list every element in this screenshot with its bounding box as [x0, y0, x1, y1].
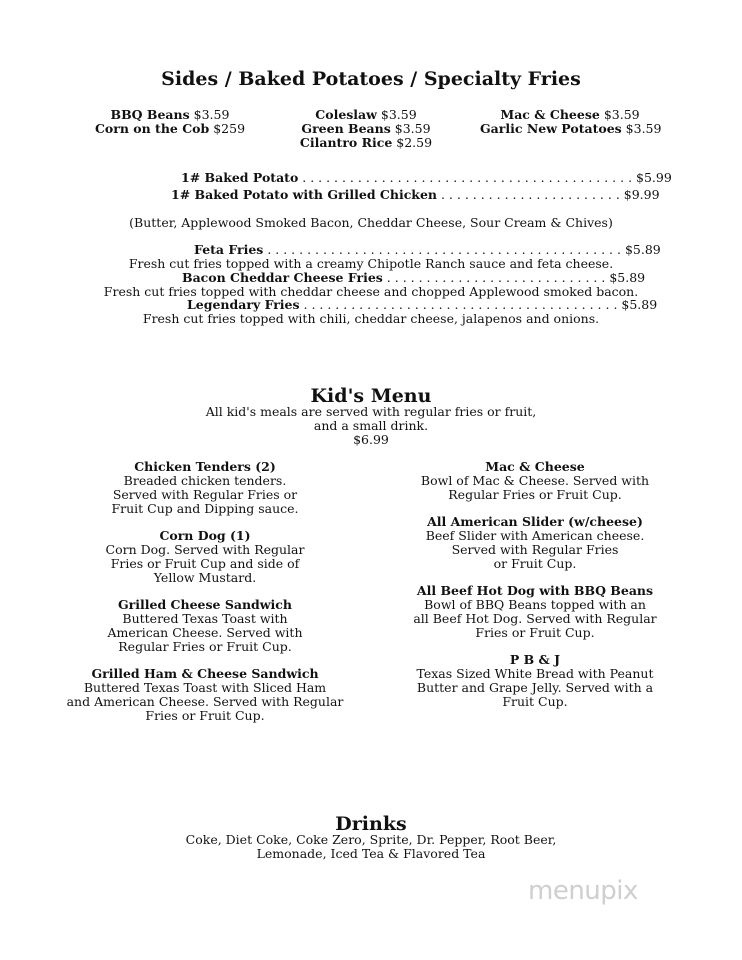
- kids-title: Kid's Menu: [310, 385, 432, 407]
- fries-row: Bacon Cheddar Cheese Fries . . . . . . . . . . . . . . . . . . . . . . . . . . . . $5.89: [182, 270, 646, 285]
- side-item: Corn on the Cob $259: [94, 121, 246, 136]
- menupix-watermark: menupix: [528, 876, 638, 906]
- kids-item: Chicken Tenders (2) Breaded chicken tenders. Served with Regular Fries or Fruit Cup and Dipping sauce.: [111, 459, 299, 516]
- kids-item: Grilled Cheese Sandwich Buttered Texas Toast with American Cheese. Served with Regular Fries or Fruit Cup.: [107, 597, 303, 654]
- fries-row: Feta Fries . . . . . . . . . . . . . . . . . . . . . . . . . . . . . . . . . . . . . . . . . . . . . $5.89: [194, 242, 661, 257]
- potato-row: 1# Baked Potato with Grilled Chicken . . . . . . . . . . . . . . . . . . . . . . . $9.99: [171, 187, 660, 202]
- kids-item: All Beef Hot Dog with BBQ Beans Bowl of BBQ Beans topped with an all Beef Hot Dog. Served with Regular Fries or Fruit Cup.: [413, 583, 657, 640]
- side-item: Green Beans $3.59: [301, 121, 431, 136]
- kids-item: Grilled Ham & Cheese Sandwich Buttered Texas Toast with Sliced Ham and American Cheese. Served with Regular Fries or Fruit Cup.: [66, 666, 344, 723]
- kids-intro: All kid's meals are served with regular fries or fruit, and a small drink. $6.99: [205, 404, 537, 447]
- sides-title: Sides / Baked Potatoes / Specialty Fries: [161, 68, 581, 90]
- drinks-list: Coke, Diet Coke, Coke Zero, Sprite, Dr. Pepper, Root Beer, Lemonade, Iced Tea & Flavored Tea: [185, 832, 557, 861]
- sides-col-2: [286, 108, 446, 150]
- sides-col-1: [80, 108, 260, 136]
- side-item: Cilantro Rice $2.59: [299, 135, 433, 150]
- fries-desc: Fresh cut fries topped with cheddar cheese and chopped Applewood smoked bacon.: [103, 284, 639, 299]
- kids-item: All American Slider (w/cheese) Beef Slider with American cheese. Served with Regular Fries or Fruit Cup.: [425, 514, 645, 571]
- kids-item: P B & J Texas Sized White Bread with Peanut Butter and Grape Jelly. Served with a Fruit Cup.: [416, 652, 654, 709]
- fries-row: Legendary Fries . . . . . . . . . . . . . . . . . . . . . . . . . . . . . . . . . . . . . . . . $5.89: [187, 297, 658, 312]
- fries-desc: Fresh cut fries topped with chili, cheddar cheese, jalapenos and onions.: [142, 311, 600, 326]
- potato-row: 1# Baked Potato . . . . . . . . . . . . . . . . . . . . . . . . . . . . . . . . . . . . . . . . . . $5.99: [181, 170, 672, 185]
- kids-item: Corn Dog (1) Corn Dog. Served with Regular Fries or Fruit Cup and side of Yellow Mustard.: [105, 528, 305, 585]
- drinks-title: Drinks: [335, 813, 407, 835]
- side-item: Mac & Cheese $3.59: [500, 107, 640, 122]
- kids-item: Mac & Cheese Bowl of Mac & Cheese. Served with Regular Fries or Fruit Cup.: [420, 459, 650, 502]
- side-item: Garlic New Potatoes $3.59: [480, 121, 662, 136]
- side-item: Coleslaw $3.59: [315, 107, 417, 122]
- fries-desc: Fresh cut fries topped with a creamy Chipotle Ranch sauce and feta cheese.: [128, 256, 614, 271]
- potato-toppings: (Butter, Applewood Smoked Bacon, Cheddar Cheese, Sour Cream & Chives): [129, 215, 613, 230]
- side-item: BBQ Beans $3.59: [110, 107, 230, 122]
- sides-col-3: [480, 108, 660, 136]
